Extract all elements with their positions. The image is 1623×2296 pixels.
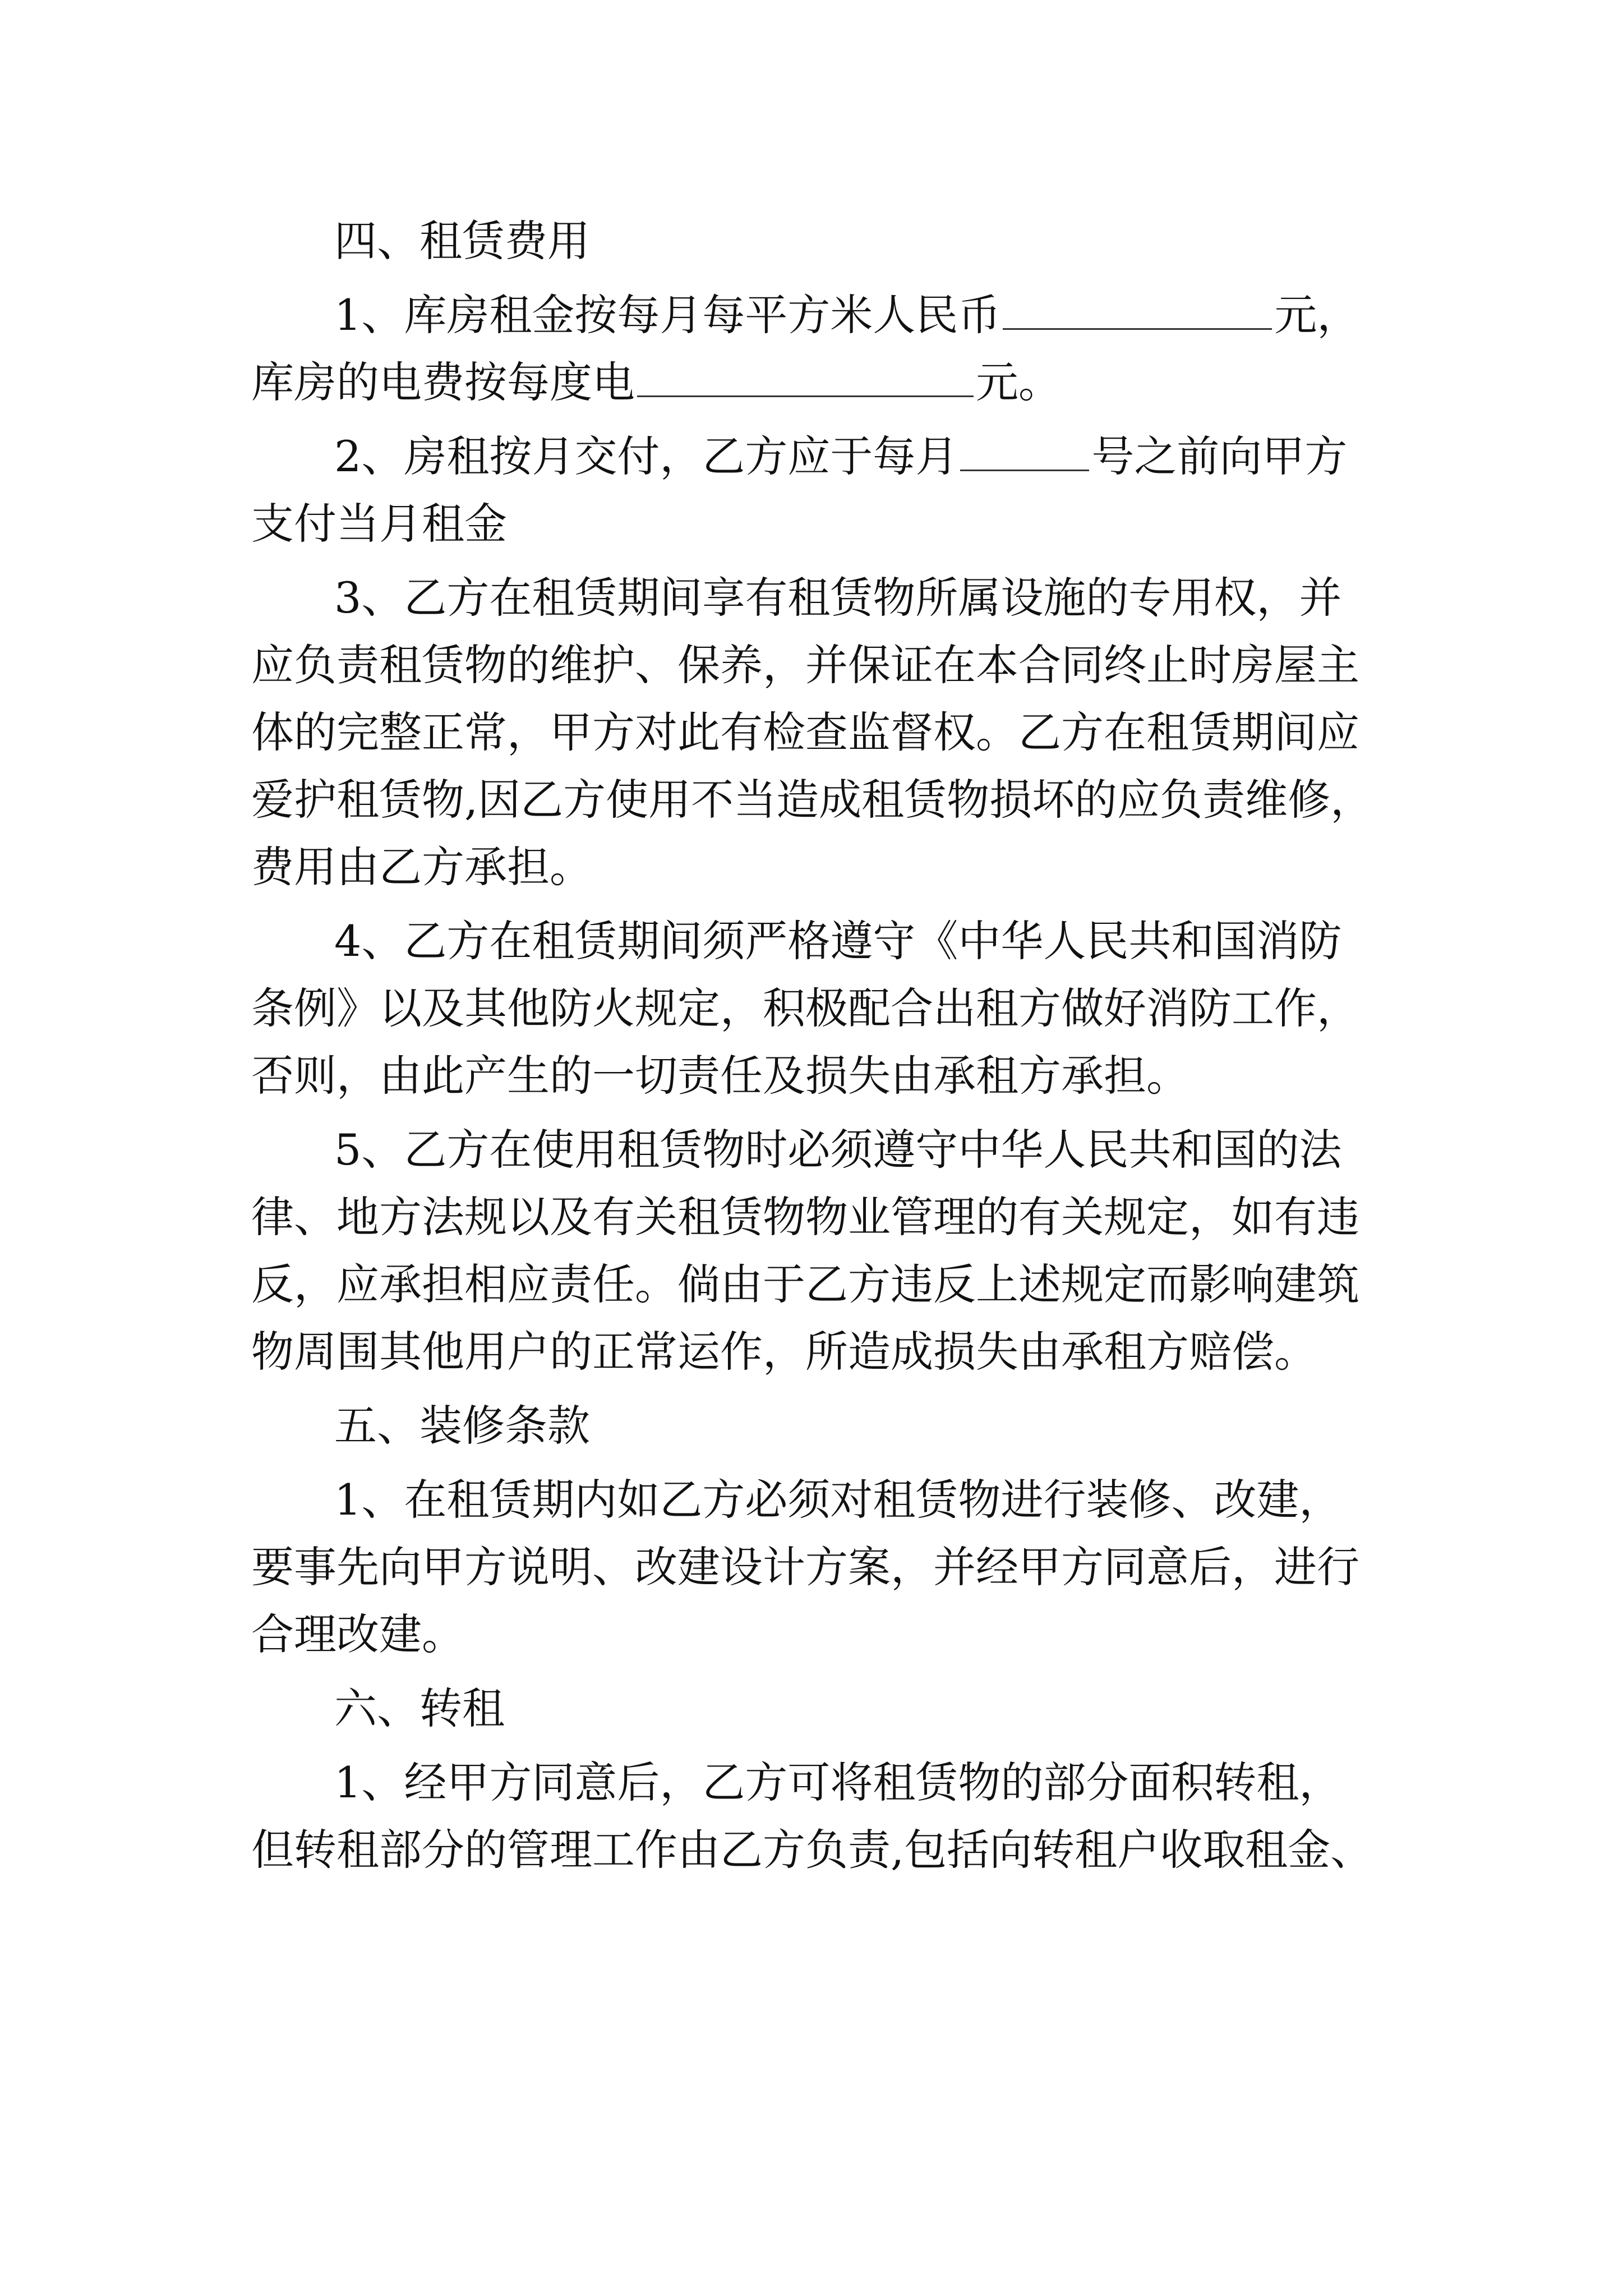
fill-in-blank-rent-per-sqm[interactable] <box>1003 295 1272 330</box>
paragraph-line: 费用由乙方承担。 <box>251 842 592 892</box>
paragraph-line: 爱护租赁物,因乙方使用不当造成租赁物损坏的应负责维修， <box>251 775 1373 825</box>
paragraph-line: 反，应承担相应责任。倘由于乙方违反上述规定而影响建筑 <box>251 1259 1359 1309</box>
section-heading-renovation: 五、装修条款 <box>334 1401 590 1451</box>
fill-in-blank-electricity-rate[interactable] <box>637 362 974 397</box>
paragraph-line: 1、在租赁期内如乙方必须对租赁物进行装修、改建， <box>334 1475 1342 1525</box>
paragraph-line: 1、经甲方同意后，乙方可将租赁物的部分面积转租， <box>334 1757 1342 1807</box>
paragraph-line: 律、地方法规以及有关租赁物物业管理的有关规定，如有违 <box>251 1192 1359 1242</box>
paragraph-line: 要事先向甲方说明、改建设计方案，并经甲方同意后，进行 <box>251 1542 1359 1592</box>
paragraph-line: 支付当月租金 <box>251 499 507 549</box>
paragraph-line: 3、乙方在租赁期间享有租赁物所属设施的专用权，并 <box>334 573 1342 623</box>
paragraph-line: 2、房租按月交付，乙方应于每月 号之前向甲方 <box>334 431 1348 481</box>
paragraph-line: 否则，由此产生的一切责任及损失由承租方承担。 <box>251 1051 1189 1101</box>
paragraph-line: 体的完整正常，甲方对此有检查监督权。乙方在租赁期间应 <box>251 707 1359 757</box>
paragraph-line: 应负责租赁物的维护、保养，并保证在本合同终止时房屋主 <box>251 640 1359 690</box>
fill-in-blank-payment-day[interactable] <box>960 436 1089 471</box>
paragraph-line: 库房的电费按每度电 元。 <box>251 357 1061 407</box>
section-heading-sublease: 六、转租 <box>334 1683 505 1733</box>
paragraph-line: 5、乙方在使用租赁物时必须遵守中华人民共和国的法 <box>334 1125 1342 1175</box>
paragraph-line: 物周围其他用户的正常运作，所造成损失由承租方赔偿。 <box>251 1327 1317 1377</box>
paragraph-line: 1、库房租金按每月每平方米人民币 元， <box>334 290 1360 340</box>
paragraph-line: 但转租部分的管理工作由乙方负责,包括向转租户收取租金、 <box>251 1825 1373 1875</box>
section-heading-rental-fees: 四、租赁费用 <box>334 216 590 266</box>
paragraph-line: 条例》以及其他防火规定，积极配合出租方做好消防工作， <box>251 983 1359 1033</box>
paragraph-line: 合理改建。 <box>251 1609 464 1659</box>
paragraph-line: 4、乙方在租赁期间须严格遵守《中华人民共和国消防 <box>334 916 1342 966</box>
